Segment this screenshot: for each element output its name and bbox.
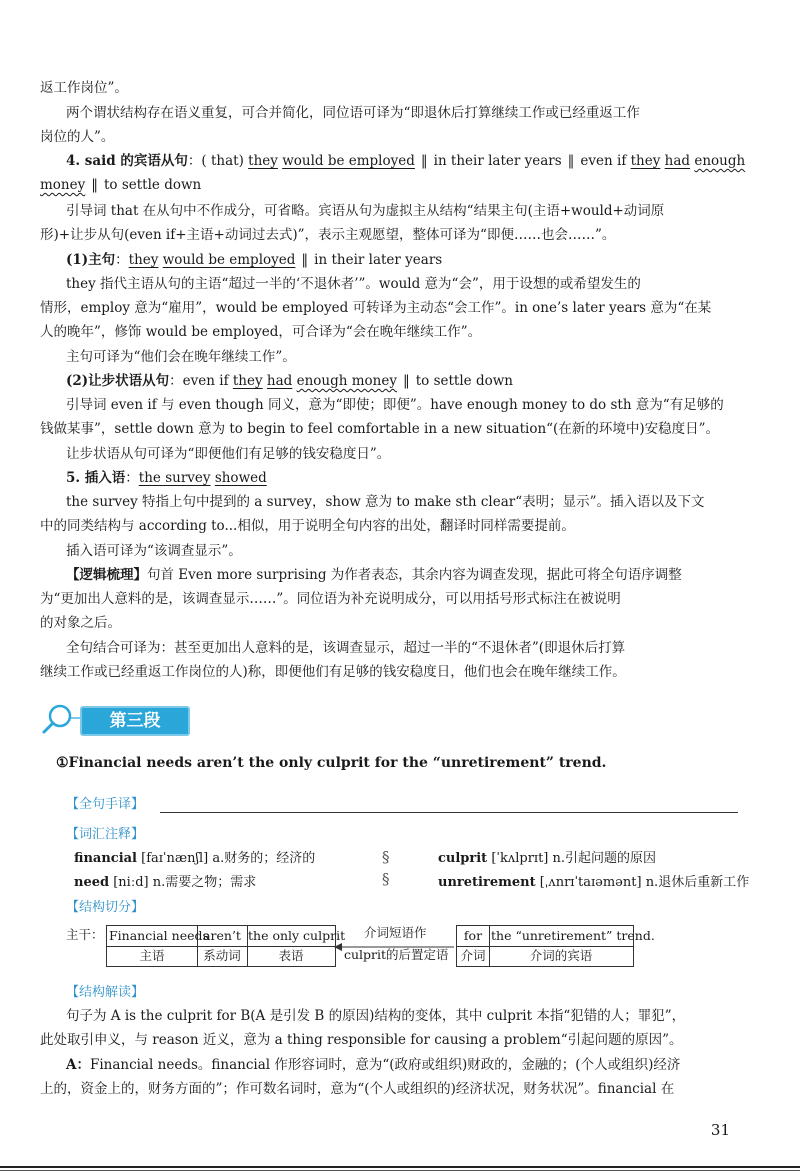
predicate: would be employed xyxy=(282,153,415,169)
text: to settle down xyxy=(104,177,202,193)
text-line: 返工作岗位”。 xyxy=(40,80,128,96)
vocab-phonetic: [ˌʌnrɪˈtaɪəmənt] xyxy=(539,875,642,890)
text-line: 上的，资金上的，财务方面的”；作可数名词时，意为“(个人或组织的)经济状况，财务状况”。financial 在 xyxy=(40,1081,675,1097)
text-line: 插入语可译为“该调查显示”。 xyxy=(66,543,242,559)
vocab-word: need xyxy=(74,875,110,890)
section-title: 第三段 xyxy=(80,706,190,736)
vocab-definition: n.退休后重新工作 xyxy=(645,875,750,890)
vocab-culprit xyxy=(438,852,656,865)
text: even if xyxy=(580,153,627,169)
text: 句首 Even more surprising 为作者表态，其余内容为调查发现，据此可将全句语序调整 xyxy=(147,567,682,583)
diagram-cell: the “unretirement” trend. xyxy=(491,928,655,943)
text-line: 中的同类结构与 according to...相似，用于说明全句内容的出处，翻译时同样需要提前。 xyxy=(40,518,575,534)
separator: ‖ xyxy=(301,252,309,268)
object: money xyxy=(40,177,86,193)
text-line: 引导词 that 在从句中不作成分，可省略。宾语从句为虚拟主从结构“结果主句(主语+would+动词原 xyxy=(66,203,665,219)
text: ： xyxy=(125,470,139,486)
diagram-role: 介词的宾语 xyxy=(529,948,593,963)
label-translate: 【全句手译】 xyxy=(66,797,145,812)
subject-they: they xyxy=(248,153,278,169)
divider xyxy=(107,946,335,947)
text-line: 继续工作或已经重返工作岗位的人)称，即便他们有足够的钱安稳度日，他们也会在晚年继续工作。 xyxy=(40,664,626,680)
text-line: 钱做某事”，settle down 意为 to begin to feel comfortable in a new situation“(在新的环境中)安稳度日”。 xyxy=(40,421,719,437)
text: ： xyxy=(115,252,129,268)
vocab-need xyxy=(74,876,256,889)
text: Financial needs。financial 作形容词时，意为“(政府或组织)财政的，金融的；(个人或组织)经济 xyxy=(89,1057,681,1073)
vocab-phonetic: [faɪˈnænʃl] xyxy=(141,851,209,866)
diagram-role: 表语 xyxy=(278,948,304,963)
object: enough xyxy=(694,153,746,169)
item-5-heading xyxy=(66,472,267,486)
text-line: 让步状语从句可译为“即便他们有足够的钱安稳度日”。 xyxy=(66,446,391,462)
divider xyxy=(457,946,633,947)
diagram-arrow-label: culprit的后置定语 xyxy=(344,947,449,962)
sub-1-label: (1)主句 xyxy=(66,252,116,268)
label-vocab: 【词汇注释】 xyxy=(66,827,145,842)
vocab-phonetic: [ˈkʌlprɪt] xyxy=(491,851,549,866)
vocab-unretirement xyxy=(438,876,749,889)
subject-they: they xyxy=(232,373,263,389)
separator: ‖ xyxy=(420,153,428,169)
sub-2-label: (2)让步状语从句 xyxy=(66,373,170,389)
part-a-label: A： xyxy=(66,1057,90,1073)
separator: ‖ xyxy=(402,373,410,389)
diagram-role: 介词 xyxy=(460,948,486,963)
diagram-role: 主语 xyxy=(139,948,165,963)
decorative-swirl: § xyxy=(382,848,390,866)
vocab-definition: n.引起问题的原因 xyxy=(552,851,657,866)
predicate: had xyxy=(664,153,691,169)
vocab-word: unretirement xyxy=(438,875,536,890)
page-number: 31 xyxy=(710,1121,730,1139)
separator: ‖ xyxy=(91,177,98,193)
divider xyxy=(489,926,490,966)
vocab-definition: a.财务的；经济的 xyxy=(212,851,316,866)
text-line: 形)+让步从句(even if+主语+动词过去式)”，表示主观愿望，整体可译为“即便……也会……”。 xyxy=(40,227,616,243)
text: to settle down xyxy=(415,373,513,389)
decorative-swirl: § xyxy=(382,870,390,888)
diagram-cell: the only culprit xyxy=(248,928,346,943)
text-line: 此处取引申义，与 reason 近义，意为 a thing responsible for causing a problem“引起问题的原因”。 xyxy=(40,1032,683,1048)
text-line: 全句结合可译为：甚至更加出人意料的是，该调查显示，超过一半的“不退休者”(即退休后打算 xyxy=(66,640,626,656)
text: ： xyxy=(169,373,183,389)
text-line: they 指代主语从句的主语“超过一半的‘不退休者’”。would 意为“会”，用于设想的或希望发生的 xyxy=(66,276,641,292)
subject: the survey xyxy=(138,470,211,486)
diagram-role: 系动词 xyxy=(203,948,241,963)
item-5-label: 5. 插入语 xyxy=(66,470,126,486)
vocab-definition: n.需要之物；需求 xyxy=(152,875,257,890)
text: in their later years xyxy=(314,252,443,268)
diagram-cell: for xyxy=(463,928,483,943)
main-clause-box xyxy=(106,925,346,967)
sentence-1: ①Financial needs aren’t the only culprit for the “unretirement” trend. xyxy=(56,755,607,771)
vocab-word: financial xyxy=(74,851,137,866)
text-line: 岗位的人”。 xyxy=(40,129,115,145)
label-cut: 【结构切分】 xyxy=(66,900,145,915)
text-line: 句子为 A is the culprit for B(A 是引发 B 的原因)结构的变体，其中 culprit 本指“犯错的人；罪犯”， xyxy=(66,1008,686,1024)
section-heading xyxy=(40,700,210,736)
separator: ‖ xyxy=(567,153,575,169)
text-line: 主句可译为“他们会在晚年继续工作”。 xyxy=(66,349,296,365)
text-line: 为“更加出人意料的是，该调查显示……”。同位语为补充说明成分，可以用括号形式标注在被说明 xyxy=(40,591,621,607)
sub-2-heading xyxy=(66,375,513,389)
text: in their later years xyxy=(433,153,562,169)
footer-rule xyxy=(0,1166,800,1168)
text-line xyxy=(66,1059,680,1073)
text-line: 人的晚年”，修饰 would be employed，可合译为“会在晚年继续工作”。 xyxy=(40,324,482,340)
text: ：( that) xyxy=(187,153,244,169)
predicate: showed xyxy=(214,470,267,486)
predicate: would be employed xyxy=(162,252,296,268)
text-line xyxy=(66,569,682,583)
text-line: 两个谓状结构存在语义重复，可合并简化，同位语可译为“即退休后打算继续工作或已经重返工作 xyxy=(66,105,640,121)
diagram-arrow-label: 介词短语作 xyxy=(364,925,427,940)
diagram-cell: Financial needs xyxy=(109,928,209,943)
answer-line[interactable] xyxy=(160,812,738,813)
footer-rule xyxy=(0,1170,800,1171)
label-explain: 【结构解读】 xyxy=(66,985,145,1000)
modifier-box xyxy=(456,925,655,967)
text: even if xyxy=(182,373,229,389)
text-line: the survey 特指上句中提到的 a survey，show 意为 to make sth clear“表明；显示”。插入语以及下文 xyxy=(66,494,705,510)
magnifier-icon xyxy=(40,702,80,736)
vocab-phonetic: [niːd] xyxy=(113,875,149,890)
diagram-main-label: 主干： xyxy=(66,927,104,942)
subject-they: they xyxy=(128,252,159,268)
vocab-word: culprit xyxy=(438,851,488,866)
text-line: 引导词 even if 与 even though 同义，意为“即使；即便”。have enough money to do sth 意为“有足够的 xyxy=(66,397,724,413)
object: enough money xyxy=(296,373,397,389)
item-4-heading xyxy=(66,155,745,169)
diagram-cell: aren’t xyxy=(203,928,241,943)
vocab-financial xyxy=(74,852,315,865)
item-4-label: 4. said 的宾语从句 xyxy=(66,153,188,169)
text-line: 的对象之后。 xyxy=(40,615,121,631)
text-line xyxy=(40,179,201,193)
logic-label: 【逻辑梳理】 xyxy=(66,567,147,583)
sub-1-heading xyxy=(66,254,442,268)
predicate: had xyxy=(266,373,293,389)
structure-diagram xyxy=(66,925,746,967)
text-line: 情形，employ 意为“雇用”，would be employed 可转译为主动态“会工作”。in one’s later years 意为“在某 xyxy=(40,300,712,316)
subject-they: they xyxy=(630,153,661,169)
